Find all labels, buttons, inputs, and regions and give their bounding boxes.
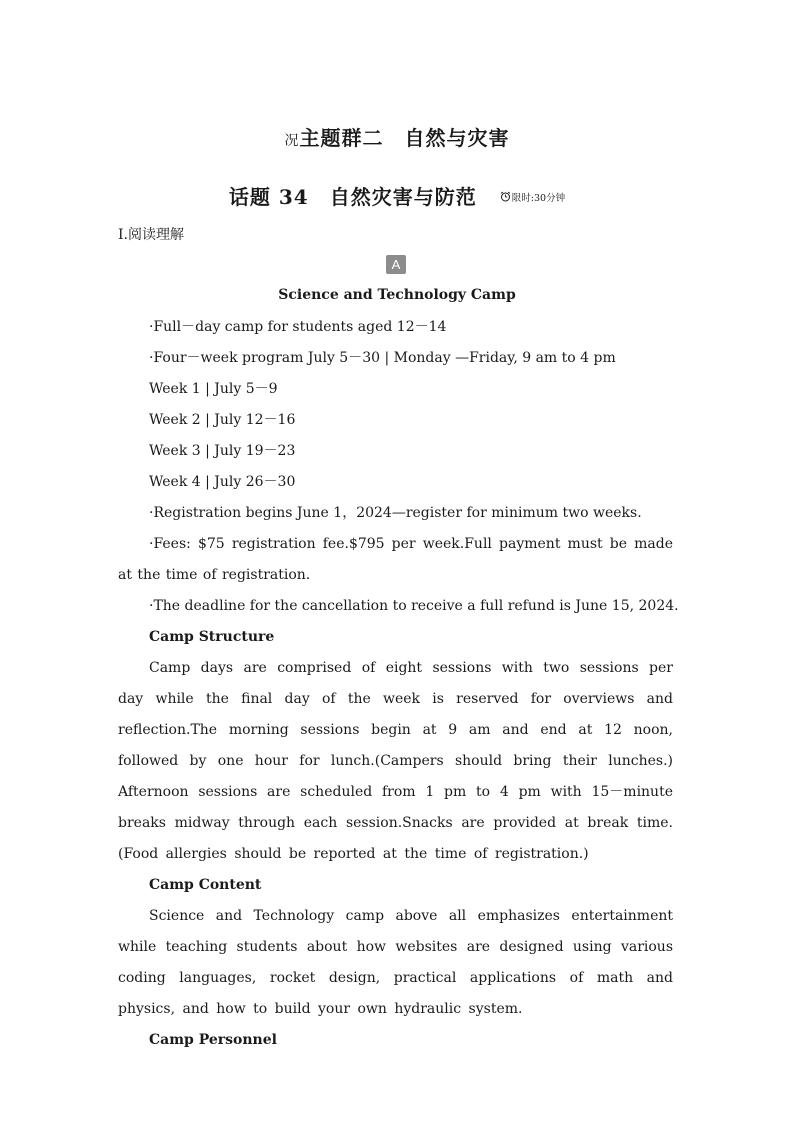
bullet-line: ·Full－day camp for students aged 12－14 bbox=[149, 319, 447, 335]
topic-row bbox=[0, 181, 794, 210]
camp-content-paragraph: Science and Technology camp above all emphasizes entertainment while teaching students about how websites are designed using various coding languages, rocket design, practical applications of math and physics, and how to build your own hydraulic system. bbox=[118, 908, 673, 1017]
theme-title-text: 主题群二 自然与灾害 bbox=[299, 126, 510, 150]
schedule-line: Week 1 | July 5－9 bbox=[149, 381, 278, 397]
time-limit-text: 限时:30分钟 bbox=[511, 193, 566, 204]
camp-structure-heading: Camp Structure bbox=[149, 629, 275, 645]
bullet-line: ·Registration begins June 1，2024—register for minimum two weeks. bbox=[149, 505, 642, 521]
schedule-line: Week 3 | July 19－23 bbox=[149, 443, 296, 459]
fees-paragraph: ·Fees: $75 registration fee.$795 per week.Full payment must be made at the time of registration. bbox=[118, 536, 673, 583]
schedule-line: Week 2 | July 12－16 bbox=[149, 412, 296, 428]
passage-label-badge: A bbox=[386, 255, 406, 274]
topic-title: 话题 34 自然灾害与防范 bbox=[228, 185, 477, 209]
time-limit bbox=[500, 193, 565, 204]
theme-title bbox=[0, 122, 794, 151]
camp-content-heading: Camp Content bbox=[149, 877, 262, 893]
deadline-line: ·The deadline for the cancellation to receive a full refund is June 15, 2024. bbox=[149, 598, 679, 614]
alarm-clock-icon bbox=[500, 191, 511, 205]
section-heading: Ⅰ.阅读理解 bbox=[118, 227, 184, 243]
article-body bbox=[118, 312, 679, 1056]
schedule-line: Week 4 | July 26－30 bbox=[149, 474, 296, 490]
bullet-line: ·Four－week program July 5－30 | Monday —Friday, 9 am to 4 pm bbox=[149, 350, 616, 366]
camp-structure-paragraph: Camp days are comprised of eight sessions with two sessions per day while the final day of the week is reserved for overviews and reflection.The morning sessions begin at 9 am and end at 12 noon, followed by one hour for lunch.(Campers should bring their lunches.) Afternoon sessions are scheduled from 1 pm to 4 pm with 15－minute breaks midway through each session.Snacks are provided at break time.(Food allergies should be reported at the time of registration.) bbox=[118, 660, 673, 862]
camp-personnel-heading: Camp Personnel bbox=[149, 1032, 277, 1048]
article-title: Science and Technology Camp bbox=[278, 287, 516, 303]
theme-prefix: 况 bbox=[284, 133, 300, 149]
